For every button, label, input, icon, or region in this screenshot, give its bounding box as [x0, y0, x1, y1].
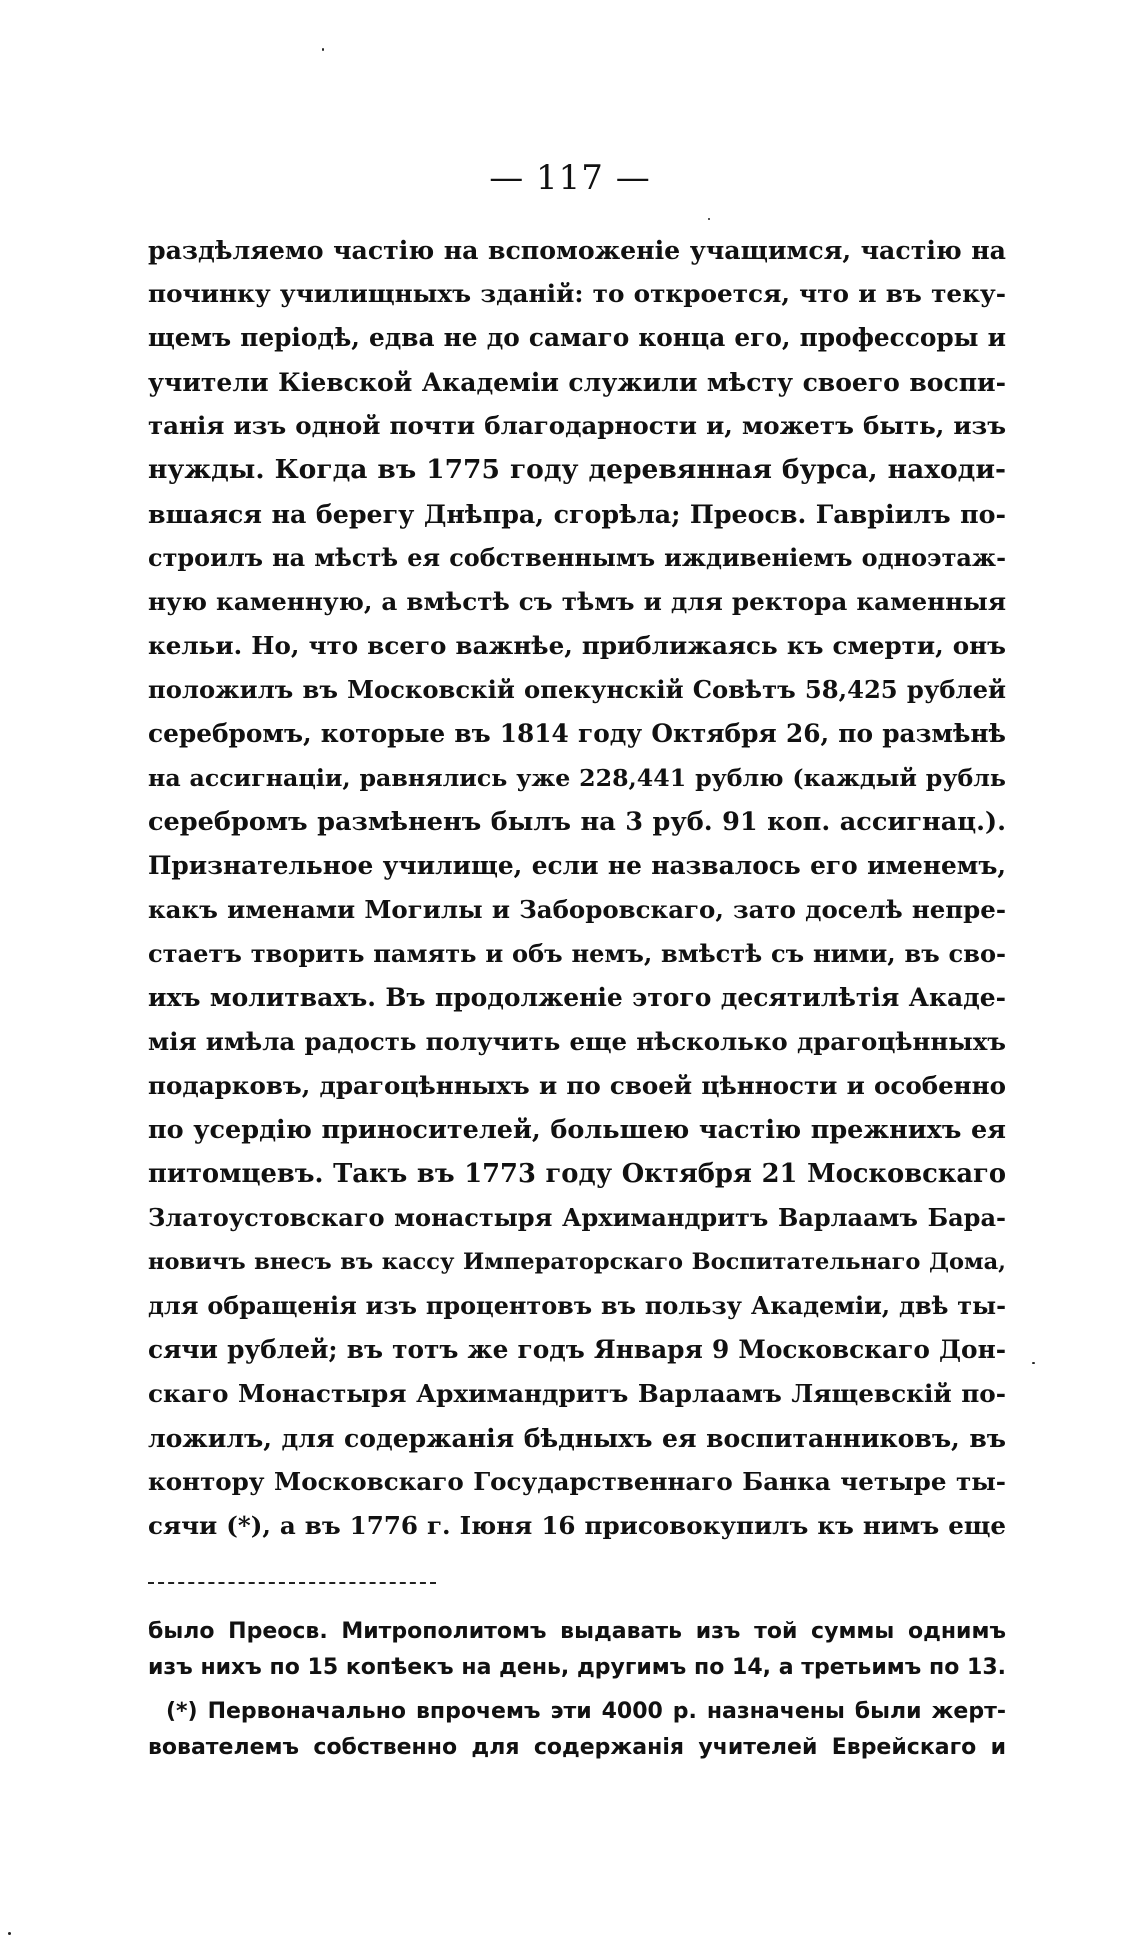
page-number: — 117 —	[489, 158, 651, 198]
text-line: стаетъ творить память и объ немъ, вмѣстѣ съ ними, въ сво-	[148, 939, 1006, 968]
scan-speck	[8, 1932, 11, 1935]
text-line: серебромъ размѣненъ былъ на 3 руб. 91 коп. ассигнац.).	[148, 807, 1006, 837]
text-line: танія изъ одной почти благодарности и, можетъ быть, изъ	[148, 411, 1006, 440]
text-line: питомцевъ. Такъ въ 1773 году Октября 21 Московскаго	[148, 1159, 1006, 1189]
text-line: серебромъ, которые въ 1814 году Октября 26, по размѣнѣ	[148, 719, 1006, 748]
text-line: строилъ на мѣстѣ ея собственнымъ иждивеніемъ одноэтаж-	[148, 544, 1006, 572]
scan-speck	[1032, 1362, 1035, 1364]
text-line: щемъ періодѣ, едва не до самаго конца его, профессоры и	[148, 323, 1006, 352]
footnote-separator	[148, 1582, 436, 1584]
text-line: мія имѣла радость получить еще нѣсколько драгоцѣнныхъ	[148, 1027, 1006, 1056]
footnote-continuation-line: изъ нихъ по 15 копѣекъ на день, другимъ по 14, а третьимъ по 13.	[148, 1655, 1006, 1680]
main-text-block	[148, 228, 1006, 1548]
text-line: раздѣляемо частію на вспоможеніе учащимся, частію на	[148, 235, 1006, 265]
text-line: кельи. Но, что всего важнѣе, приближаясь къ смерти, онъ	[148, 631, 1006, 660]
text-line: учители Кіевской Академіи служили мѣсту своего воспи-	[148, 367, 1006, 397]
text-line: сячи рублей; въ тотъ же годъ Января 9 Московскаго Дон-	[148, 1335, 1006, 1364]
scan-speck	[322, 48, 324, 51]
footnotes-block	[148, 1614, 1006, 1766]
text-line: какъ именами Могилы и Заборовскаго, зато доселѣ непре-	[148, 895, 1006, 924]
text-line: починку училищныхъ зданій: то откроется, что и въ теку-	[148, 279, 1006, 308]
text-line: положилъ въ Московскій опекунскій Совѣтъ 58,425 рублей	[148, 675, 1006, 704]
text-line: новичъ внесъ въ кассу Императорскаго Воспитательнаго Дома,	[148, 1249, 1006, 1275]
text-line: контору Московскаго Государственнаго Банка четыре ты-	[148, 1467, 1006, 1496]
text-line: для обращенія изъ процентовъ въ пользу Академіи, двѣ ты-	[148, 1292, 1006, 1320]
text-line: сячи (*), а въ 1776 г. Іюня 16 присовокупилъ къ нимъ еще	[148, 1511, 1006, 1540]
scan-speck	[708, 218, 710, 220]
text-line: скаго Монастыря Архимандритъ Варлаамъ Лящевскій по-	[148, 1379, 1006, 1408]
text-line: ложилъ, для содержанія бѣдныхъ ея воспитанниковъ, въ	[148, 1423, 1006, 1453]
text-line: Златоустовскаго монастыря Архимандритъ Варлаамъ Бара-	[148, 1203, 1006, 1232]
text-line: вшаяся на берегу Днѣпра, сгорѣла; Преосв. Гавріилъ по-	[148, 499, 1006, 529]
footnote-continuation-line: было Преосв. Митрополитомъ выдавать изъ той суммы однимъ	[148, 1619, 1006, 1644]
text-line: ную каменную, а вмѣстѣ съ тѣмъ и для ректора каменныя	[148, 587, 1006, 616]
footnote-line: (*) Первоначально впрочемъ эти 4000 р. назначены были жерт-	[166, 1699, 1006, 1724]
text-line: нужды. Когда въ 1775 году деревянная бурса, находи-	[148, 454, 1006, 485]
text-line: подарковъ, драгоцѣнныхъ и по своей цѣнности и особенно	[148, 1071, 1006, 1100]
text-line: на ассигнаціи, равнялись уже 228,441 рублю (каждый рубль	[148, 764, 1006, 792]
text-line: по усердію приносителей, большею частію прежнихъ ея	[148, 1115, 1006, 1145]
text-line: Признательное училище, если не назвалось его именемъ,	[148, 851, 1006, 880]
text-line: ихъ молитвахъ. Въ продолженіе этого десятилѣтія Акаде-	[148, 983, 1006, 1012]
footnote-line: вователемъ собственно для содержанія учителей Еврейскаго и	[148, 1735, 1006, 1760]
